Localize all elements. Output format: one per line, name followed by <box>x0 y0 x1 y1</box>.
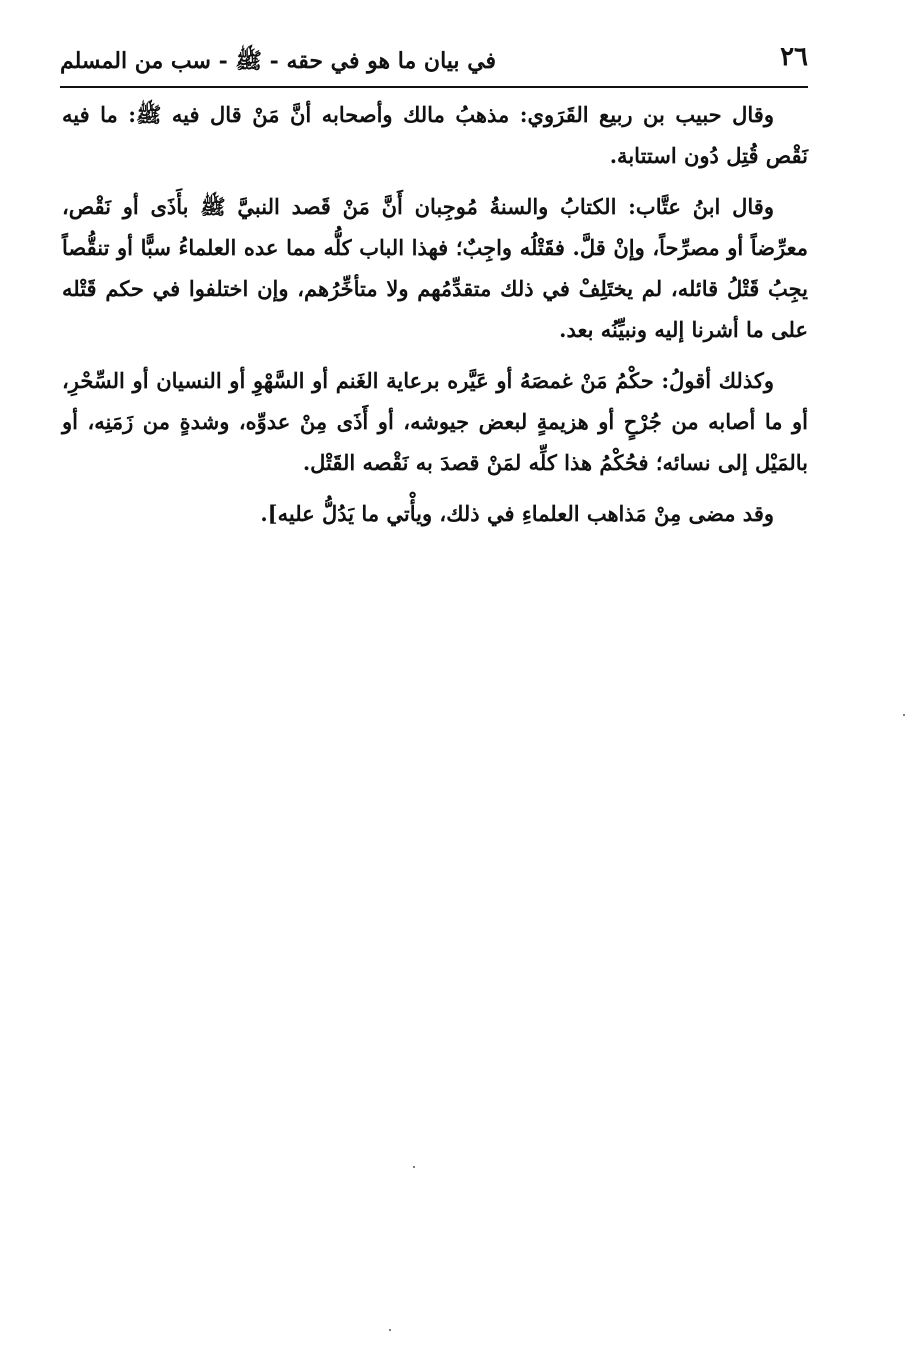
paragraph-wa-qad-mada: وقد مضى مِنْ مَذاهب العلماءِ في ذلك، ويأْتي ما يَدُلُّ عليه]. <box>260 501 774 526</box>
header-rule <box>60 86 808 88</box>
paragraph-habib: وقال حبيب بن ربيع القَرَوي: مذهبُ مالك وأصحابه أنَّ مَنْ قال فيه ﷺ: ما فيه نَقْص قُتِل دُون استتابة. <box>62 102 808 168</box>
running-head-title: في بيان ما هو في حقه - ﷺ - سب من المسلم <box>60 48 497 74</box>
paragraph-ibn-attab: وقال ابنُ عتَّاب: الكتابُ والسنةُ مُوجِبان أَنَّ مَنْ قَصد النبيَّ ﷺ بأَذَى أو نَقْص، معرِّضاً أو مصرِّحاً، وإنْ قلَّ. فقَتْلُه واجِبٌ؛ فهذا الباب كلُّه مما عده العلماءُ سبًّا أو تنقُّصاً يجِبُ قَتْلُ قائله، لم يختَلِفْ في ذلك متقدِّمُهم ولا متأخِّرُهم، وإن اختلفوا في حكم قَتْله على ما أشرنا إليه ونبيِّنُه بعد. <box>62 194 808 342</box>
running-head <box>60 40 808 84</box>
body-text <box>62 94 808 544</box>
page-number: ٢٦ <box>780 42 808 72</box>
paragraph-wa-kadhalik: وكذلك أقولُ: حكْمُ مَنْ غمصَهُ أو عَيَّره برعاية الغَنم أو السَّهْوِ أو النسيان أو السِّحْرِ، أو ما أصابه من جُرْحٍ أو هزيمةٍ لبعض جيوشه، أو أَذَى مِنْ عدوِّه، وشدةٍ من زَمَنِه، أو بالمَيْل إلى نسائه؛ فحُكْمُ هذا كلِّه لمَنْ قصدَ به نَقْصه القَتْل. <box>62 368 808 475</box>
scan-speck <box>389 1329 391 1331</box>
scan-speck <box>413 1166 415 1168</box>
scan-speck <box>903 714 905 716</box>
